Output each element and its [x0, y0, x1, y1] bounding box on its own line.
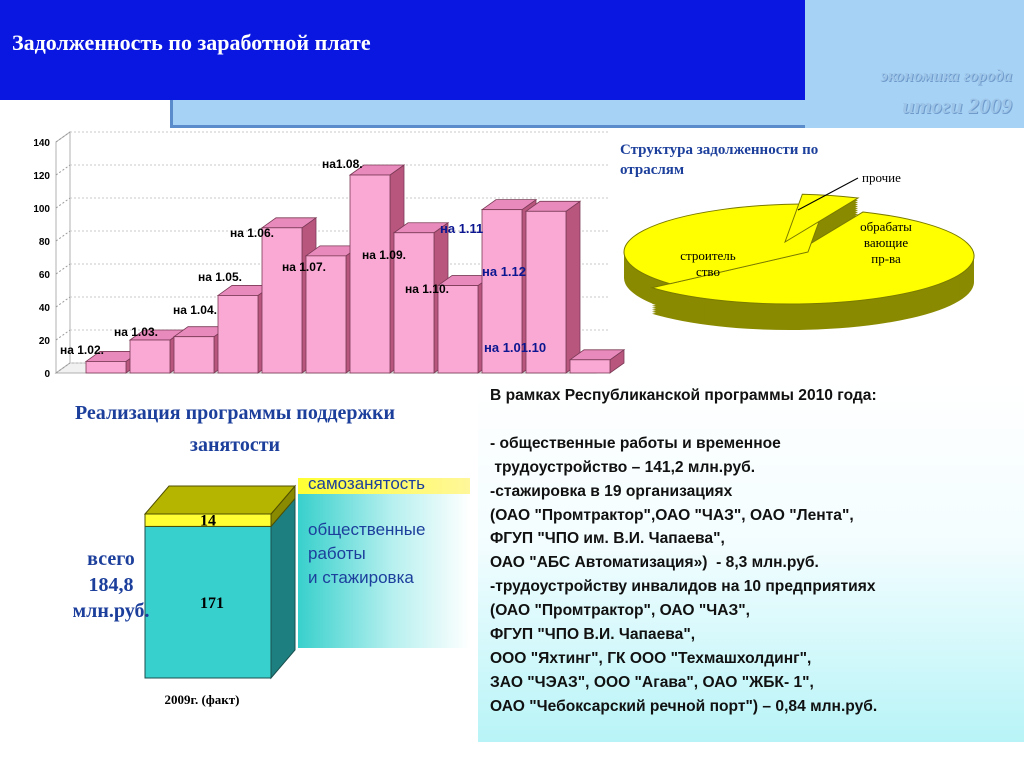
chart-side-wall: [56, 132, 70, 373]
y-tick-label: 0: [44, 369, 50, 380]
stack-side-lower: [271, 498, 295, 678]
y-tick-label: 100: [33, 204, 50, 215]
pie-chart-title: Структура задолженности по отраслям: [620, 142, 819, 178]
bar-label: на1.08.: [322, 157, 363, 171]
legend-work-label: общественные работы и стажировка: [308, 520, 426, 587]
bar-label: на 1.06.: [230, 226, 274, 240]
pie-slice-label: обрабаты вающие пр-ва: [860, 219, 912, 266]
branding-line-1: экономика города: [880, 66, 1012, 85]
bar-label: на 1.05.: [198, 270, 242, 284]
bar-label: на 1.01.10: [484, 340, 547, 355]
bar: [262, 228, 302, 373]
stack-top: [145, 486, 295, 514]
pie-slice-label: строитель ство: [680, 248, 736, 279]
bar: [174, 337, 214, 373]
bar: [438, 286, 478, 373]
bar: [350, 175, 390, 373]
bar-side: [566, 201, 580, 373]
industry-pie-chart: [600, 170, 1024, 370]
y-tick-label: 80: [38, 237, 50, 248]
bar-label: на 1.03.: [114, 325, 158, 339]
y-tick-label: 40: [38, 303, 50, 314]
legend-self-label: самозанятость: [308, 474, 425, 493]
stack-x-label: 2009г. (факт): [164, 692, 240, 707]
branding-line-2: итоги 2009: [902, 93, 1012, 118]
total-amount-label: всего 184,8 млн.руб.: [72, 548, 150, 622]
stack-value-work: 171: [200, 595, 224, 613]
page-title: Задолженность по заработной плате: [12, 30, 371, 55]
bar-label: на 1.04.: [173, 303, 217, 317]
stack-value-self: 14: [200, 512, 216, 530]
bar-label: на 1.11: [440, 221, 484, 236]
employment-title: Реализация программы поддержки занятости: [74, 402, 396, 456]
bar-label: на 1.02.: [60, 343, 104, 357]
bar-label: на 1.07.: [282, 260, 326, 274]
bar-label: на 1.10.: [405, 282, 449, 296]
bar-label: на 1.12: [482, 264, 526, 279]
bar: [86, 361, 126, 373]
pie-slice-label: прочие: [862, 170, 901, 185]
bar: [218, 295, 258, 373]
y-tick-label: 120: [33, 171, 50, 182]
bar: [130, 340, 170, 373]
program-description: В рамках Республиканской программы 2010 года: - общественные работы и временное трудоустройство – 141,2 млн.руб. -стажировка в 19 организациях (ОАО "Промтрактор",ОАО "ЧАЗ", ОАО "Лента", ФГУП "ЧПО им. В.И. Чапаева", ОАО "АБС Автоматизация») - 8,3 млн.руб. -трудоустройству инвалидов на 10 предприятиях (ОАО "Промтрактор", ОАО "ЧАЗ", ФГУП "ЧПО В.И. Чапаева", ООО "Яхтинг", ГК ООО "Техмашхолдинг", ЗАО "ЧЭАЗ", ООО "Агава", ОАО "ЖБК- 1", ОАО "Чебоксарский речной порт") – 0,84 млн.руб.: [490, 387, 878, 715]
y-tick-label: 60: [38, 270, 50, 281]
bar-label: на 1.09.: [362, 248, 406, 262]
y-tick-label: 20: [38, 336, 50, 347]
y-tick-label: 140: [33, 138, 50, 149]
